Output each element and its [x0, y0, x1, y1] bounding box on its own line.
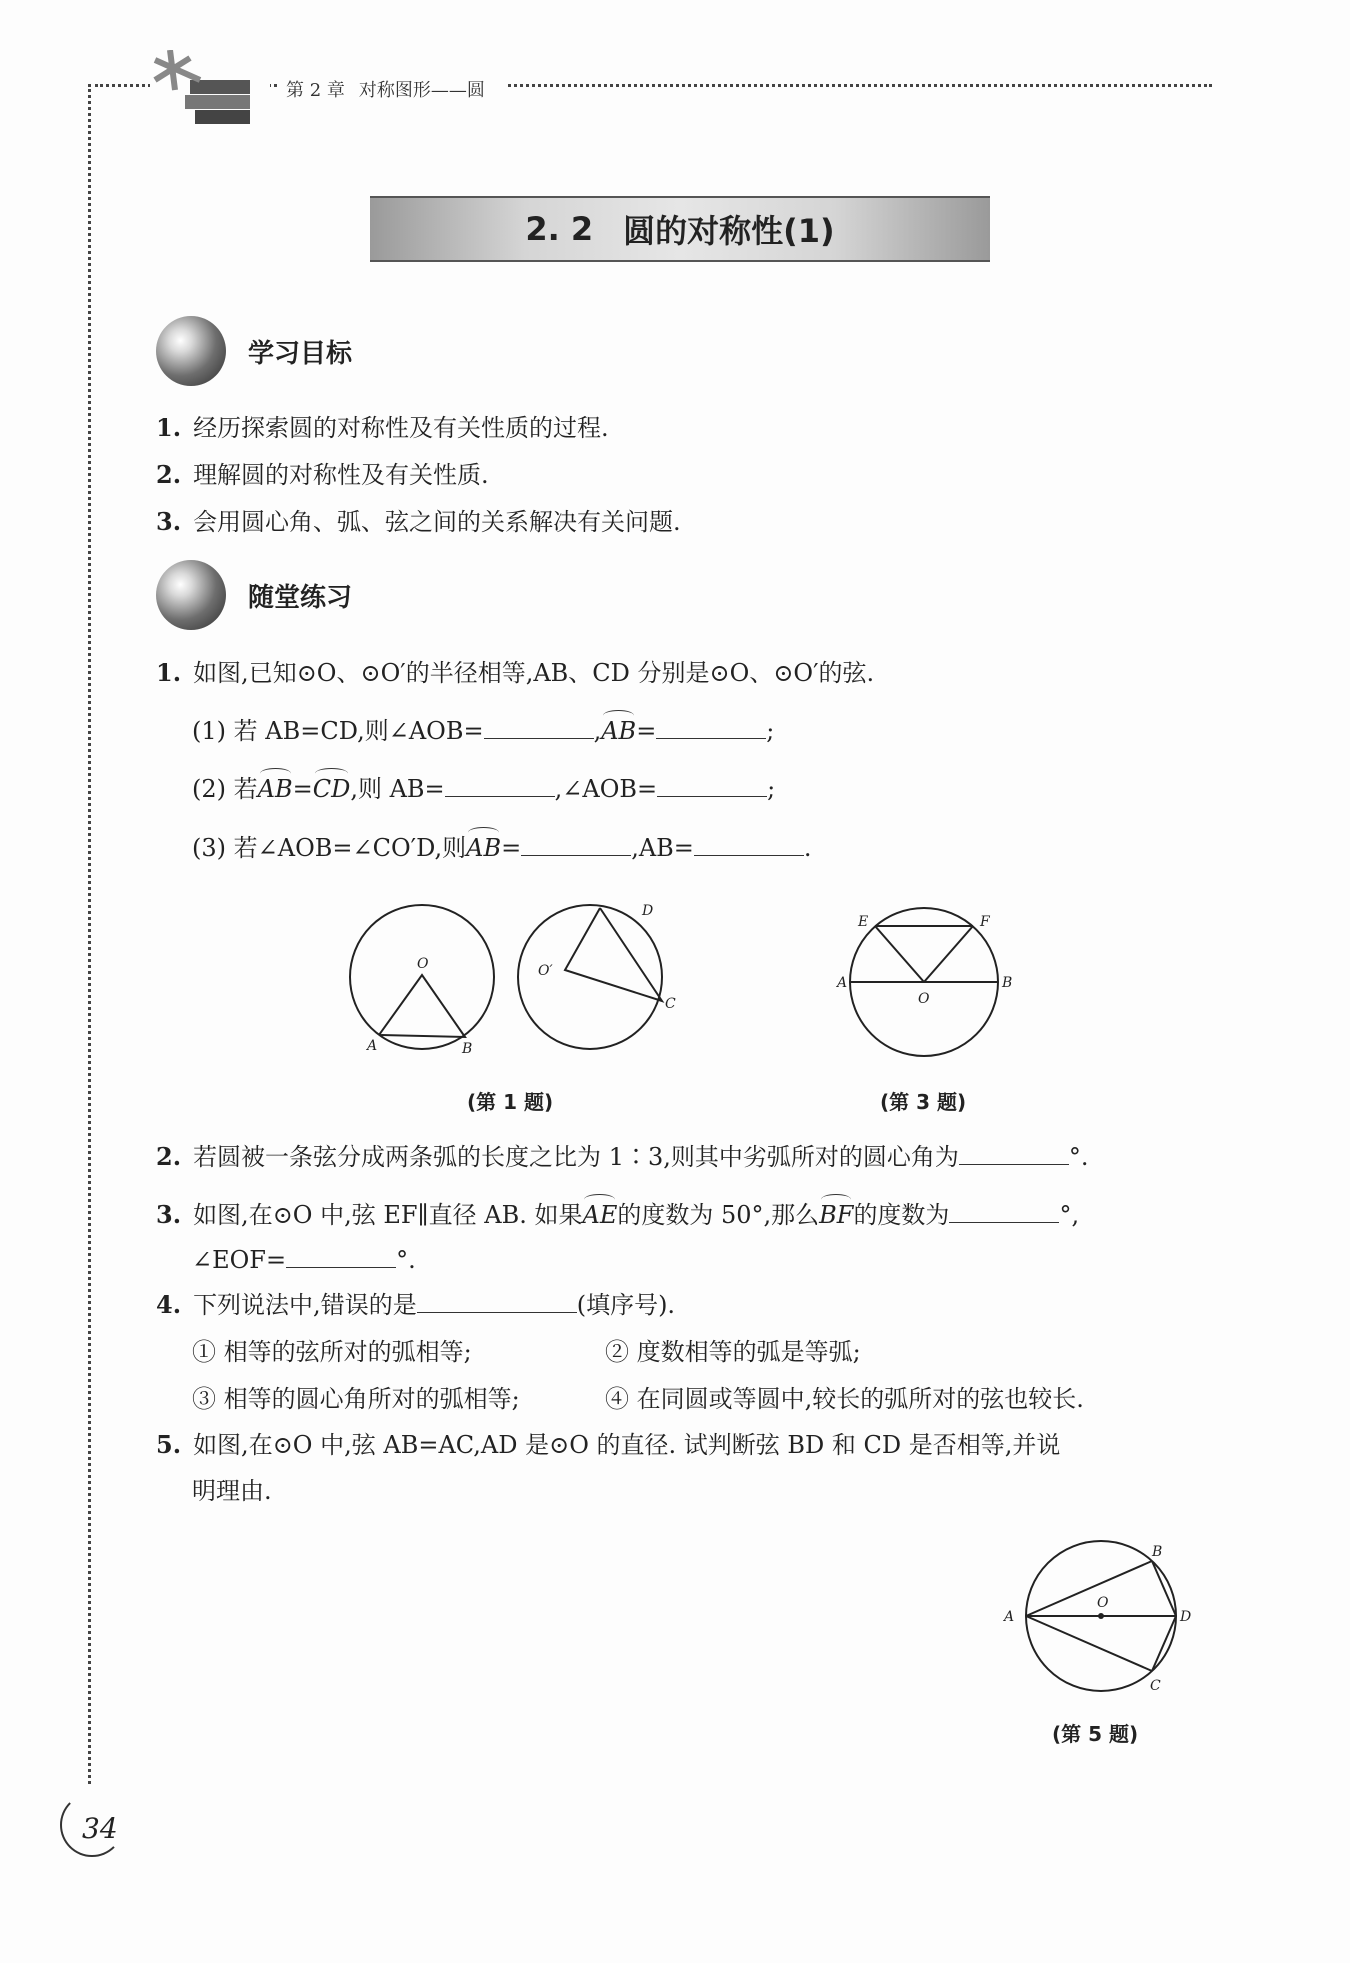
- running-header: [280, 76, 505, 102]
- figure-3-caption: (第 3 题): [880, 1090, 967, 1114]
- figure-3: [830, 895, 1020, 1075]
- answer-blank[interactable]: [949, 1200, 1059, 1223]
- answer-blank[interactable]: [521, 833, 631, 856]
- practice-heading: 随堂练习: [248, 582, 353, 613]
- question-4: 4. 下列说法中,错误的是 (填序号).: [156, 1290, 676, 1319]
- section-title-band: [370, 196, 990, 262]
- answer-blank[interactable]: [656, 716, 766, 739]
- margin-rule: [88, 84, 91, 1784]
- label-b: B: [1002, 975, 1013, 991]
- answer-blank[interactable]: [445, 774, 555, 797]
- segment-eo: [875, 926, 924, 982]
- chapter-title: 对称图形——圆: [358, 80, 485, 101]
- center-point: [1098, 1613, 1104, 1619]
- section-number: 2. 2: [525, 210, 594, 248]
- answer-blank[interactable]: [484, 716, 594, 739]
- label-b: B: [462, 1041, 473, 1057]
- goals-heading: 学习目标: [248, 338, 353, 369]
- question-4-option-2: ② 度数相等的弧是等弧;: [605, 1338, 861, 1366]
- segment-fo: [924, 926, 973, 982]
- circle-o: [350, 905, 494, 1049]
- chapter-number: 第 2 章: [286, 80, 345, 101]
- question-3: 3. 如图,在⊙O 中,弦 EF∥直径 AB. 如果AE的度数为 50°,那么BF的度数为 °,: [156, 1200, 1080, 1229]
- question-1-part-3: (3) 若∠AOB=∠CO′D,则AB= ,AB= .: [192, 834, 812, 862]
- label-a: A: [1004, 1609, 1015, 1625]
- goal-item: 3. 会用圆心角、弧、弦之间的关系解决有关问题.: [156, 507, 681, 536]
- question-1-part-2: (2) 若AB=CD,则 AB= ,∠AOB= ;: [192, 775, 776, 803]
- chord-bd: [1152, 1561, 1176, 1616]
- label-f: F: [980, 914, 990, 930]
- answer-blank[interactable]: [959, 1142, 1069, 1165]
- question-5: 5. 如图,在⊙O 中,弦 AB=AC,AD 是⊙O 的直径. 试判断弦 BD 和 CD 是否相等,并说: [156, 1430, 1061, 1459]
- answer-blank[interactable]: [417, 1290, 577, 1313]
- goals-heading-row: [156, 316, 352, 386]
- figure-1-caption: (第 1 题): [467, 1090, 554, 1114]
- question-3-line-2: ∠EOF= °.: [192, 1246, 416, 1274]
- question-4-option-4: ④ 在同圆或等圆中,较长的弧所对的弦也较长.: [605, 1385, 1084, 1413]
- chord-ab: [1026, 1561, 1152, 1616]
- label-a: A: [367, 1038, 378, 1054]
- practice-heading-row: [156, 560, 352, 630]
- chord-cd: [1152, 1616, 1176, 1671]
- books-icon: [150, 50, 260, 130]
- label-a: A: [837, 975, 848, 991]
- figure-5-caption: (第 5 题): [1052, 1722, 1139, 1746]
- question-4-option-1: ① 相等的弦所对的弧相等;: [192, 1338, 472, 1366]
- label-o: O: [417, 956, 429, 972]
- label-o: O: [1097, 1595, 1109, 1611]
- goal-item: 2. 理解圆的对称性及有关性质.: [156, 460, 489, 489]
- page-number: 34: [82, 1812, 118, 1845]
- question-1: 1. 如图,已知⊙O、⊙O′的半径相等,AB、CD 分别是⊙O、⊙O′的弦.: [156, 658, 875, 687]
- chord-ac: [1026, 1616, 1152, 1671]
- answer-blank[interactable]: [694, 833, 804, 856]
- globe-icon: [156, 560, 226, 630]
- goal-item: 1. 经历探索圆的对称性及有关性质的过程.: [156, 413, 609, 442]
- figure-5: [1000, 1535, 1210, 1705]
- label-o: O: [918, 991, 930, 1007]
- question-5-line-2: 明理由.: [192, 1477, 272, 1505]
- label-e: E: [858, 914, 869, 930]
- answer-blank[interactable]: [657, 774, 767, 797]
- triangle-cod: [565, 908, 662, 1001]
- section-title: 圆的对称性(1): [623, 212, 835, 250]
- figure-1: [340, 895, 680, 1075]
- answer-blank[interactable]: [286, 1245, 396, 1268]
- label-d: D: [1180, 1609, 1192, 1625]
- label-d: D: [642, 903, 654, 919]
- label-c: C: [1150, 1678, 1161, 1694]
- label-c: C: [665, 996, 676, 1012]
- sphere-icon: [156, 316, 226, 386]
- question-2: 2. 若圆被一条弦分成两条弧的长度之比为 1∶3,则其中劣弧所对的圆心角为 °.: [156, 1142, 1089, 1171]
- question-4-option-3: ③ 相等的圆心角所对的弧相等;: [192, 1385, 520, 1413]
- question-1-part-1: (1) 若 AB=CD,则∠AOB= ,AB= ;: [192, 717, 775, 745]
- triangle-aob: [379, 975, 465, 1037]
- label-o-prime: O′: [538, 963, 553, 979]
- label-b: B: [1152, 1544, 1163, 1560]
